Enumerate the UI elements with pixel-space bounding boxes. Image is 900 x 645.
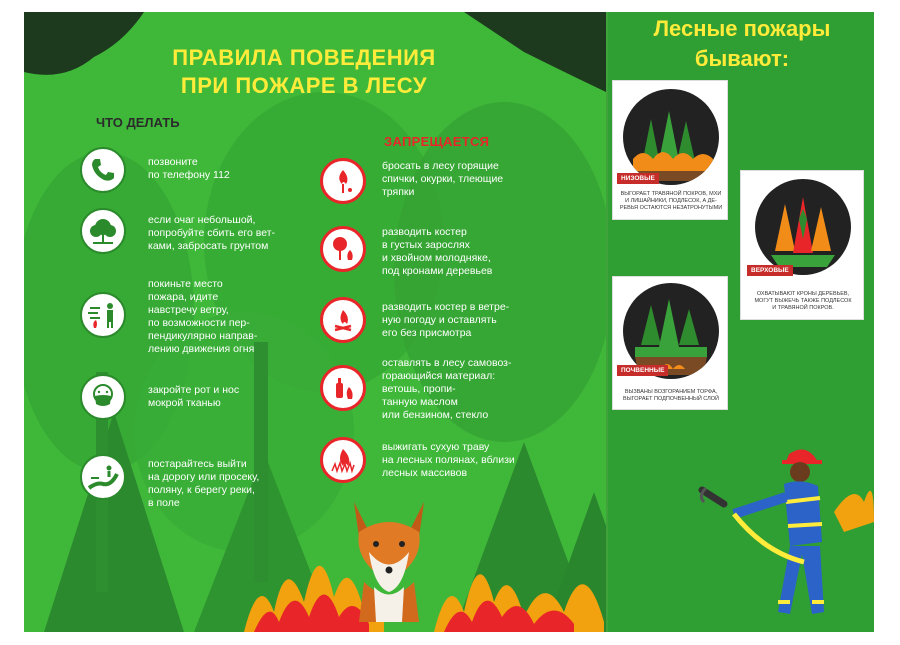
fire-type-tag: ВЕРХОВЫЕ <box>747 265 793 276</box>
fire-type-desc-line: РЕВЬЯ ОСТАЮТСЯ НЕЗАТРОНУТЫМИ <box>619 205 723 211</box>
poster-sheet <box>24 12 874 632</box>
fire-type-desc <box>617 191 725 212</box>
campfire-icon <box>320 297 366 343</box>
dont-item-line: бросать в лесу горящие <box>382 160 499 172</box>
dont-item-line: ветошь, пропи- <box>382 383 456 395</box>
fire-type-desc-line: И ТРАВЯНОЙ ПОКРОВ. <box>772 305 834 311</box>
fire-type-desc-line: ВЫЗВАНЫ ВОЗГОРАНИЕМ ТОРФА, <box>624 389 718 395</box>
fire-type-card-surface <box>612 80 728 220</box>
do-item-line: покиньте место <box>148 278 223 290</box>
dont-item-line: разводить костер в ветре- <box>382 301 510 313</box>
page-title <box>124 44 484 100</box>
dont-heading: ЗАПРЕЩАЕТСЯ <box>384 134 490 149</box>
mask-icon <box>80 374 126 420</box>
do-item-road <box>80 454 259 510</box>
do-item-line: лению движения огня <box>148 343 255 355</box>
dont-item-line: ную погоду и оставлять <box>382 314 497 326</box>
road-icon <box>80 454 126 500</box>
tree-fire-icon <box>320 226 366 272</box>
fire-types-title-line-2: бывают: <box>694 46 790 71</box>
dont-item-line: оставлять в лесу самовоз- <box>382 357 512 369</box>
fox-illustration <box>334 482 444 622</box>
bottle-fire-icon <box>320 365 366 411</box>
title-line-1: ПРАВИЛА ПОВЕДЕНИЯ <box>172 45 436 70</box>
fire-type-tag: ПОЧВЕННЫЕ <box>617 365 668 376</box>
do-item-line: позвоните <box>148 156 198 168</box>
surface-fire-image <box>623 89 719 185</box>
dont-item-line: лесных массивов <box>382 467 468 479</box>
dont-item-line: танную маслом <box>382 396 458 408</box>
fire-types-title <box>608 14 874 74</box>
do-item-line: пожара, идите <box>148 291 219 303</box>
fire-type-desc-line: ОХВАТЫВАЮТ КРОНЫ ДЕРЕВЬЕВ, <box>756 291 850 297</box>
fire-type-desc-line: МОГУТ ВЫЖЕЧЬ ТАКЖЕ ПОДЛЕСОК <box>754 298 852 304</box>
do-item-leave <box>80 278 258 356</box>
dont-item-grass <box>320 437 515 483</box>
fire-type-card-crown <box>740 170 864 320</box>
bush-icon <box>80 208 126 254</box>
do-item-line: пендикулярно направ- <box>148 330 258 342</box>
fire-type-desc-line: ВЫГОРАЕТ ТРАВЯНОЙ ПОКРОВ, МХИ <box>620 191 722 197</box>
do-item-line: попробуйте сбить его вет- <box>148 227 276 239</box>
dont-item-line: горающийся материал: <box>382 370 496 382</box>
dont-item-line: спички, окурки, тлеющие <box>382 173 504 185</box>
do-item-line: в поле <box>148 497 180 509</box>
dont-item-line: на лесных полянах, вблизи <box>382 454 515 466</box>
dont-item-matches <box>320 158 503 204</box>
fire-type-desc <box>617 389 725 403</box>
crown-fire-image <box>755 179 851 275</box>
do-item-line: постарайтесь выйти <box>148 458 247 470</box>
do-heading: ЧТО ДЕЛАТЬ <box>96 115 180 130</box>
do-item-line: ками, забросать грунтом <box>148 240 269 252</box>
dont-item-line: разводить костер <box>382 226 467 238</box>
dont-item-line: в густых зарослях <box>382 239 470 251</box>
phone-icon <box>80 147 126 193</box>
rules-panel <box>24 12 606 632</box>
wind-person-icon <box>80 292 126 338</box>
dont-item-line: и хвойном молодняке, <box>382 252 491 264</box>
fire-type-tag: НИЗОВЫЕ <box>617 173 659 184</box>
do-item-beat-fire <box>80 208 275 254</box>
fire-type-desc <box>745 291 861 312</box>
fire-types-title-line-1: Лесные пожары <box>653 16 831 41</box>
do-item-line: по возможности пер- <box>148 317 250 329</box>
do-item-line: навстречу ветру, <box>148 304 229 316</box>
do-item-line: по телефону 112 <box>148 169 230 181</box>
dont-item-line: его без присмотра <box>382 327 472 339</box>
do-item-line: закройте рот и нос <box>148 384 240 396</box>
title-line-2: ПРИ ПОЖАРЕ В ЛЕСУ <box>180 73 428 98</box>
dont-item-thicket <box>320 226 492 278</box>
do-item-line: мокрой тканью <box>148 397 221 409</box>
dont-item-line: или бензином, стекло <box>382 409 489 421</box>
match-fire-icon <box>320 158 366 204</box>
fire-type-card-ground <box>612 276 728 410</box>
firefighter-illustration <box>694 442 874 632</box>
do-item-line: если очаг небольшой, <box>148 214 256 226</box>
grass-fire-icon <box>320 437 366 483</box>
fire-type-desc-line: ВЫГОРАЕТ ПОДПОЧВЕННЫЙ СЛОЙ <box>623 396 719 402</box>
dont-item-line: тряпки <box>382 186 415 198</box>
dont-item-material <box>320 357 512 422</box>
fire-type-desc-line: И ЛИШАЙНИКИ, ПОДЛЕСОК, А ДЕ- <box>625 198 717 204</box>
do-item-line: поляну, к берегу реки, <box>148 484 255 496</box>
dont-item-line: выжигать сухую траву <box>382 441 490 453</box>
dont-item-wind <box>320 297 509 343</box>
do-item-line: на дорогу или просеку, <box>148 471 260 483</box>
dont-item-line: под кронами деревьев <box>382 265 493 277</box>
do-item-mask <box>80 374 239 420</box>
do-item-call <box>80 147 230 193</box>
